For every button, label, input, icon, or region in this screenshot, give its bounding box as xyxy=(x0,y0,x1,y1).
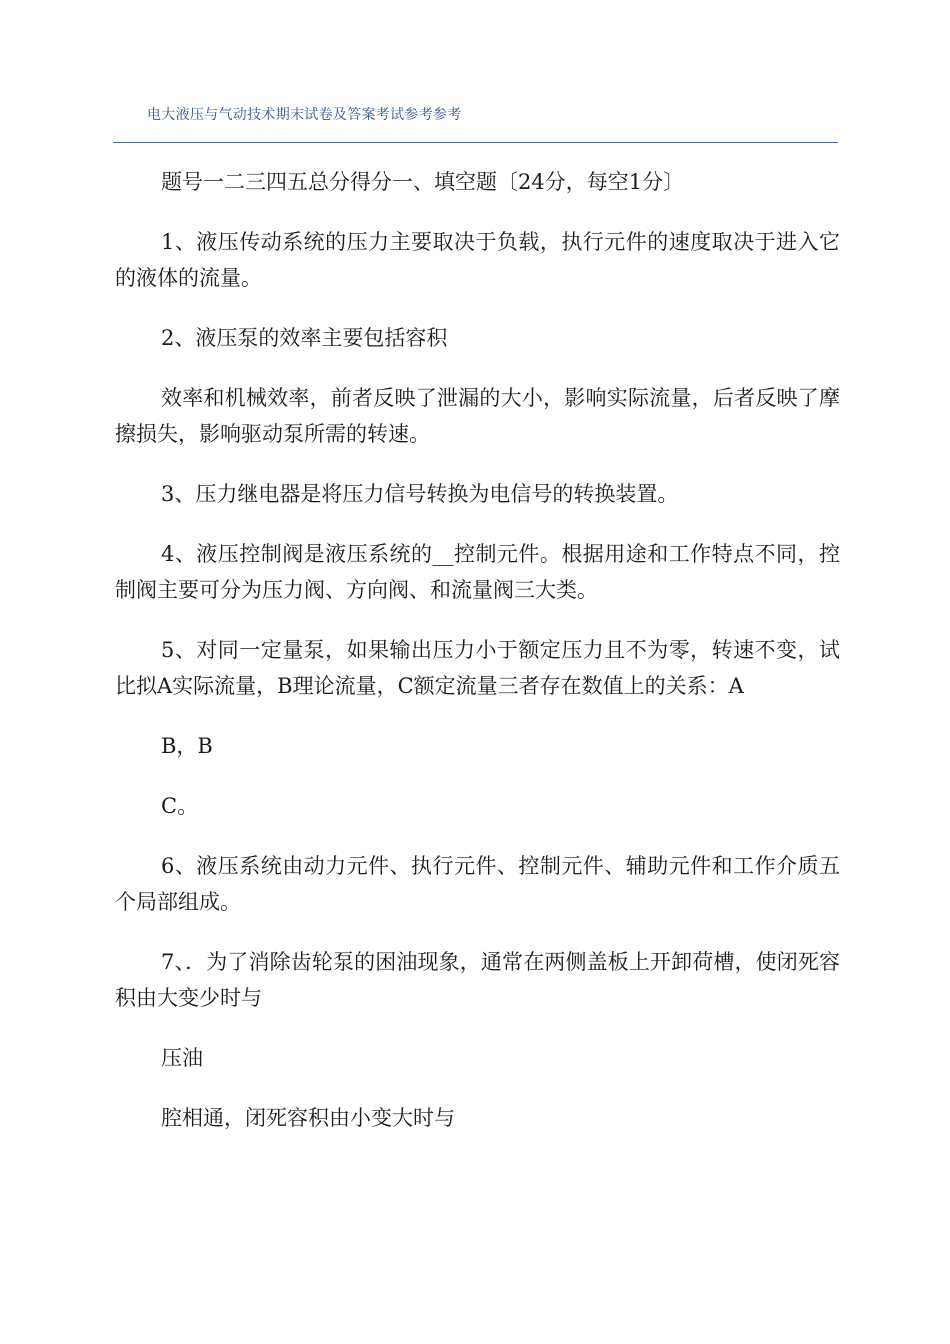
question-7-fragment-1: 压油 xyxy=(161,1046,203,1070)
question-4: 4、液压控制阀是液压系统的__控制元件。根据用途和工作特点不同，控制阀主要可分为压力阀、方向阀、和流量阀三大类。 xyxy=(115,542,840,602)
document-body xyxy=(115,164,840,1160)
question-7: 7、．为了消除齿轮泵的困油现象，通常在两侧盖板上开卸荷槽，使闭死容积由大变少时与 xyxy=(115,950,840,1010)
question-2-continued: 效率和机械效率，前者反映了泄漏的大小，影响实际流量，后者反映了摩擦损失，影响驱动泵所需的转速。 xyxy=(115,386,840,446)
question-6: 6、液压系统由动力元件、执行元件、控制元件、辅助元件和工作介质五个局部组成。 xyxy=(115,854,840,914)
document-header-title: 电大液压与气动技术期末试卷及答案考试参考参考 xyxy=(147,107,462,123)
question-2-start: 2、液压泵的效率主要包括容积 xyxy=(161,326,448,350)
question-5: 5、对同一定量泵，如果输出压力小于额定压力且不为零，转速不变，试比拟A实际流量，B理论流量，C额定流量三者存在数值上的关系：A xyxy=(115,638,840,698)
question-5-part-c: C。 xyxy=(161,794,199,818)
question-7-fragment-2: 腔相通，闭死容积由小变大时与 xyxy=(161,1106,455,1130)
question-5-part-b: B，B xyxy=(161,734,213,758)
exam-table-heading: 题号一二三四五总分得分一、填空题〔24分，每空1分〕 xyxy=(161,170,685,194)
header-divider xyxy=(113,142,838,143)
question-1: 1、液压传动系统的压力主要取决于负载，执行元件的速度取决于进入它的液体的流量。 xyxy=(115,230,840,290)
question-3: 3、压力继电器是将压力信号转换为电信号的转换装置。 xyxy=(161,482,679,506)
